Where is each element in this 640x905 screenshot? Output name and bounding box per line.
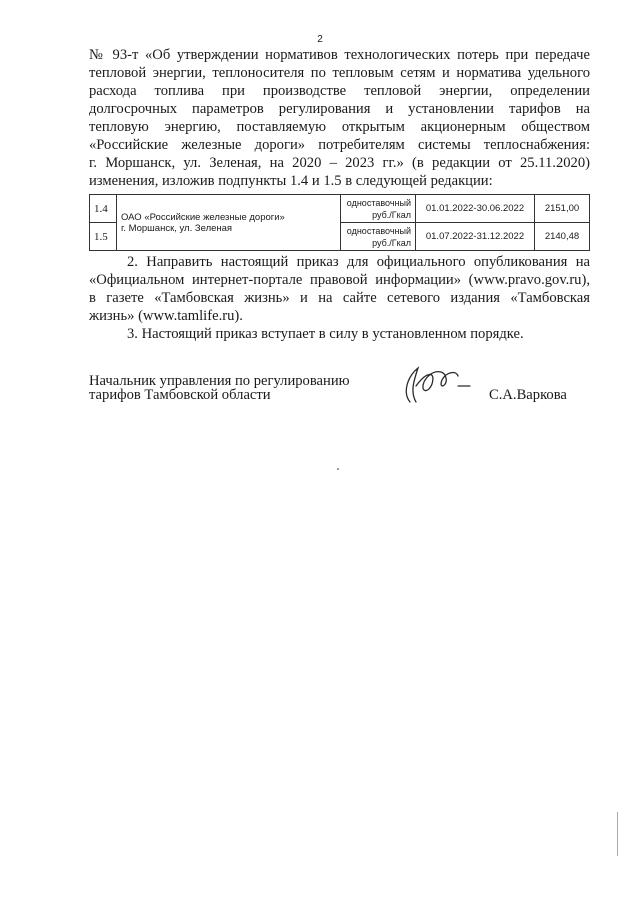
organization-cell	[117, 195, 341, 251]
text-line: в газете «Тамбовская жизнь» и на сайте сетевого издания «Тамбовская	[89, 290, 590, 306]
tariff-value: 2140,48	[535, 223, 590, 251]
text-line: изменения, изложив подпункты 1.4 и 1.5 в следующей редакции:	[89, 173, 493, 189]
scan-edge-mark	[617, 812, 618, 856]
signatory-title	[89, 374, 350, 402]
text-line: «Официальном интернет-портале правовой информации» (www.pravo.gov.ru),	[89, 272, 590, 288]
signatory-title-line: Начальник управления по регулированию	[89, 373, 350, 389]
period-cell: 01.01.2022-30.06.2022	[416, 195, 535, 223]
text-line: долгосрочных параметров регулирования и установлении тарифов на	[89, 101, 590, 117]
period-cell: 01.07.2022-31.12.2022	[416, 223, 535, 251]
intro-paragraph	[89, 46, 590, 190]
text-line: 2. Направить настоящий приказ для официального опубликования на	[127, 254, 590, 270]
tariff-value: 2151,00	[535, 195, 590, 223]
item-3-paragraph	[89, 325, 590, 343]
text-line: тепловую энергию, поставляемую открытым акционерным обществом	[89, 119, 590, 135]
row-number: 1.5	[90, 223, 117, 251]
scan-speck	[337, 468, 339, 470]
table-row	[90, 195, 590, 223]
signatory-name: С.А.Варкова	[489, 387, 567, 403]
unit-cell: одноставочный руб./Гкал	[341, 195, 416, 223]
unit-cell: одноставочный руб./Гкал	[341, 223, 416, 251]
organization-name: ОАО «Российские железные дороги»	[121, 211, 285, 223]
item-2-paragraph	[89, 253, 590, 325]
tariff-table	[89, 194, 590, 251]
handwritten-signature	[396, 362, 476, 410]
row-number: 1.4	[90, 195, 117, 223]
signatory-title-line: тарифов Тамбовской области	[89, 387, 271, 403]
text-line: тепловой энергии, теплоносителя по тепловым сетям и норматива удельного	[89, 65, 590, 81]
text-line: «Российские железные дороги» потребителям системы теплоснабжения:	[89, 137, 590, 153]
page-number: 2	[317, 34, 323, 45]
text-line: № 93-т «Об утверждении нормативов технологических потерь при передаче	[89, 47, 590, 63]
text-line: г. Моршанск, ул. Зеленая, на 2020 – 2023 гг.» (в редакции от 25.11.2020)	[89, 155, 590, 171]
organization-address: г. Моршанск, ул. Зеленая	[121, 222, 233, 234]
text-line: 3. Настоящий приказ вступает в силу в установленном порядке.	[127, 326, 524, 342]
text-line: жизнь» (www.tamlife.ru).	[89, 308, 243, 324]
text-line: расхода топлива при производстве тепловой энергии, определении	[89, 83, 590, 99]
